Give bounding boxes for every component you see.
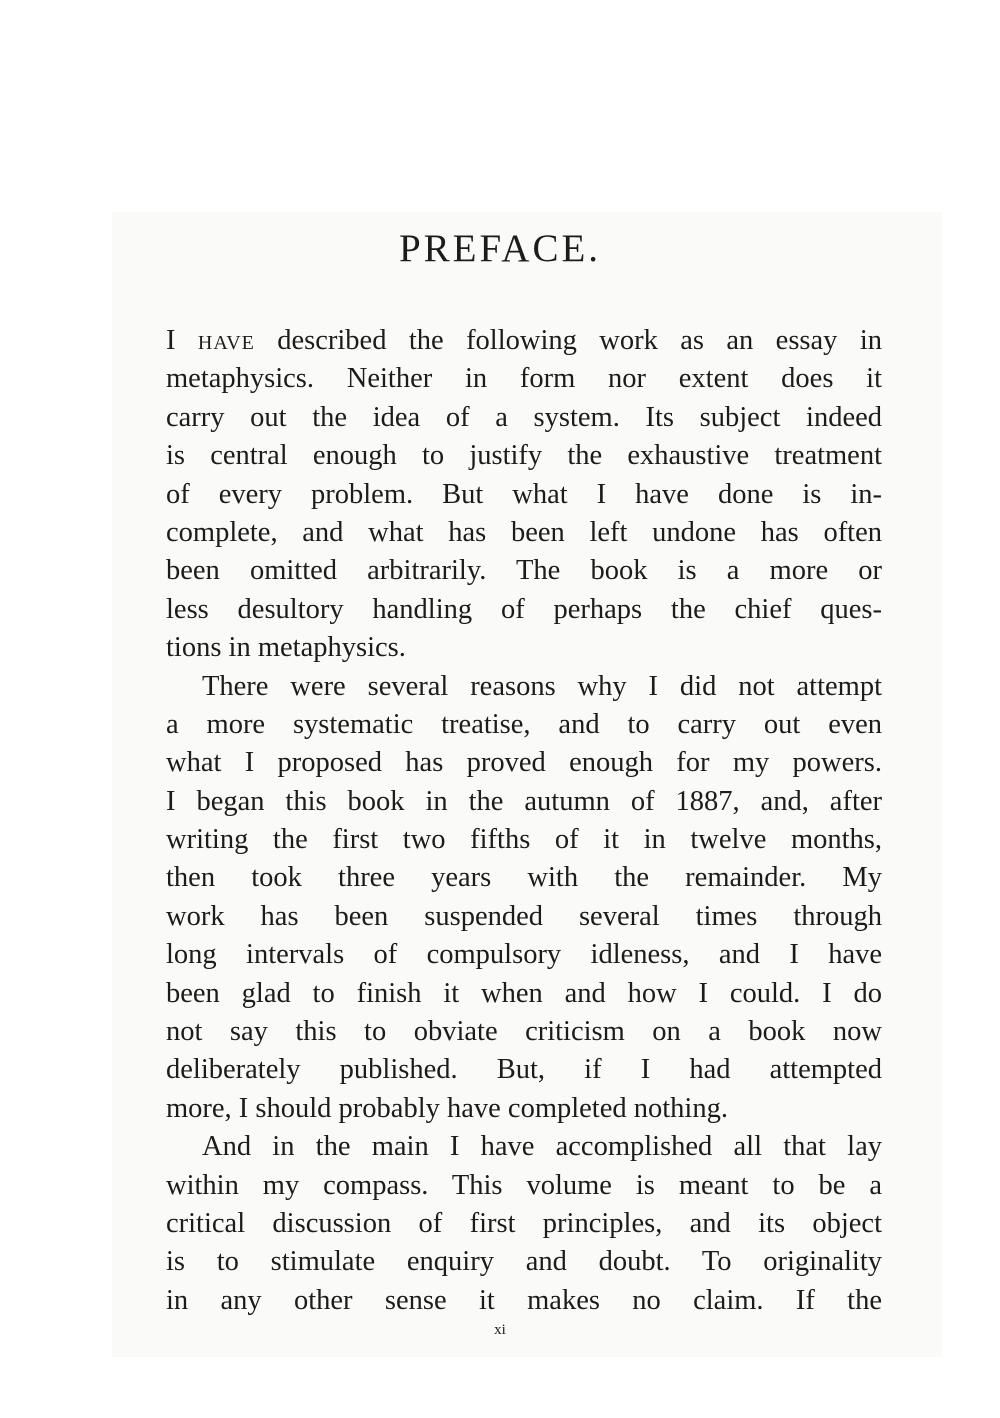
text-line: what I proposed has proved enough for my powers.: [166, 747, 882, 779]
paragraph-1: [166, 322, 882, 668]
text-line: critical discussion of first principles, and its object: [166, 1207, 882, 1239]
text-line: is to stimulate enquiry and doubt. To originality: [166, 1246, 882, 1278]
text-line: is central enough to justify the exhaustive treatment: [166, 440, 882, 472]
text-line: in any other sense it makes no claim. If the: [166, 1284, 882, 1316]
paragraph-3: [166, 1128, 882, 1320]
page-title: PREFACE.: [398, 227, 602, 270]
text-line: of every problem. But what I have done is in-: [166, 478, 882, 510]
text-line: then took three years with the remainder. My: [166, 862, 882, 894]
text-line: been omitted arbitrarily. The book is a more or: [166, 555, 882, 587]
text-line: I began this book in the autumn of 1887, and, after: [166, 785, 882, 817]
text-line: work has been suspended several times through: [166, 900, 882, 932]
text-line: tions in metaphysics.: [166, 632, 406, 664]
text-line: long intervals of compulsory idleness, and I have: [166, 939, 882, 971]
page-number: xi: [494, 1322, 506, 1338]
paragraph-2: [166, 668, 882, 1129]
text-line: I have described the following work as an essay in: [166, 325, 882, 356]
text-line: complete, and what has been left undone has often: [166, 516, 882, 548]
text-line: carry out the idea of a system. Its subject indeed: [166, 401, 882, 433]
text-line: writing the first two fifths of it in twelve months,: [166, 824, 882, 856]
text-line: been glad to finish it when and how I could. I do: [166, 977, 882, 1009]
text-line: less desultory handling of perhaps the chief ques-: [166, 593, 882, 625]
text-line: There were several reasons why I did not attempt: [202, 670, 882, 702]
text-line: And in the main I have accomplished all that lay: [202, 1131, 882, 1163]
text-line: metaphysics. Neither in form nor extent does it: [166, 363, 882, 395]
text-line: within my compass. This volume is meant to be a: [166, 1169, 882, 1201]
text-line: more, I should probably have completed nothing.: [166, 1092, 728, 1124]
lead-word: I: [166, 325, 198, 356]
text-line: deliberately published. But, if I had attempted: [166, 1054, 882, 1086]
preface-body: [166, 322, 882, 1320]
text-line: not say this to obviate criticism on a book now: [166, 1016, 882, 1048]
text-line: a more systematic treatise, and to carry out even: [166, 708, 882, 740]
small-caps-word: have: [197, 325, 255, 356]
